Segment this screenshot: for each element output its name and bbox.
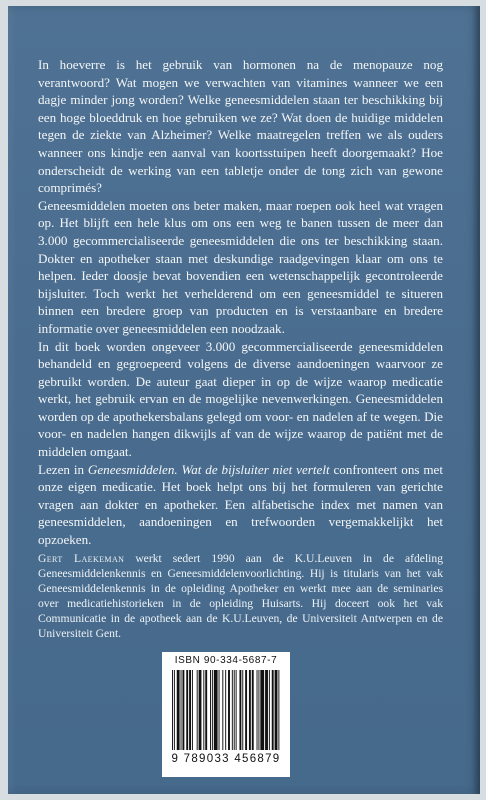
book-title-italic: Geneesmiddelen. Wat de bijsluiter niet vertelt [87,461,330,477]
barcode-panel [162,652,290,777]
barcode-digits: 9 789033 456879 [171,753,281,765]
blurb-text [38,56,443,549]
blurb-paragraph-2: Geneesmiddelen moeten ons beter maken, maar roepen ook heel wat vragen op. Het blijft een hele klus om ons een weg te banen tussen de meer dan 3.000 gecommercialiseerde geneesmiddelen die ons ter beschikking staan. Dokter en apotheker staan met deskundige raadgevingen klaar om ons te helpen. Ieder doosje bevat bovendien een wetenschappelijk gecontroleerde bijsluiter. Toch werkt het verhelderend om een geneesmiddel te situeren binnen een bredere groep van producten en is verstaanbare en bredere informatie over geneesmiddelen een noodzaak. [38,197,443,336]
author-name: Gert Laekeman [38,552,125,565]
blurb-paragraph-4 [38,461,443,549]
blurb-paragraph-3: In dit boek worden ongeveer 3.000 gecommercialiseerde geneesmiddelen behandeld en gegroepeerd volgens de diverse aandoeningen waarvoor ze gebruikt worden. De auteur gaat dieper in op de wijze waarop medicatie werkt, het gebruik ervan en de mogelijke nevenwerkingen. Geneesmiddelen worden op de apothekersbalans gelegd om voor- en nadelen af te wegen. Die voor- en nadelen hangen dikwijls af van de wijze waarop de patiënt met de middelen omgaat. [38,338,443,460]
blurb-paragraph-1: In hoeverre is het gebruik van hormonen na de menopauze nog verantwoord? Wat mogen we verwachten van vitamines wanneer we een dagje minder jong worden? Welke geneesmiddelen staan ter beschikking bij een hoge bloeddruk en hoe gebruiken we ze? Wat doen de huidige middelen tegen de ziekte van Alzheimer? Welke maatregelen treffen we als ouders wanneer ons kindje een aanval van koortsstuipen heeft doorgemaakt? Hoe onderscheidt de werking van een tabletje onder de tong zich van gewone comprimés? [38,57,443,196]
isbn-label: ISBN 90-334-5687-7 [174,655,278,666]
blurb-p4-end: confronteert ons met onze eigen medicatie. Het boek helpt ons bij het formuleren van gerichte vragen aan dokter en apotheker. Een alfabetische index met namen van geneesmiddelen, aandoeningen en trefwoorden vergemakkelijkt het opzoeken. [38,461,443,548]
barcode-bars [170,670,282,750]
author-bio-text: werkt sedert 1990 aan de K.U.Leuven in de afdeling Geneesmiddelenkennis en Geneesmiddelenvoorlichting. Hij is titularis van het vak Geneesmiddelenkennis in de opleiding Apotheker en werkt mee aan de seminaries over medicatiehistorieken in de opleiding Huisarts. Hij doceert ook het vak Communicatie in de apotheek aan de K.U.Leuven, de Universiteit Antwerpen en de Universiteit Gent. [38,552,443,641]
cover-edge-shadow [472,6,480,794]
author-bio [38,551,443,642]
blurb-p4-start: Lezen in [38,461,88,477]
